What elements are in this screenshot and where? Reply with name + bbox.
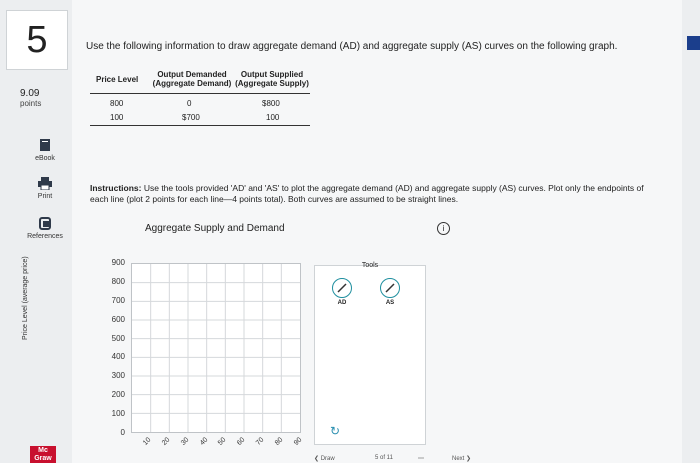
points-value: 9.09 bbox=[20, 88, 40, 99]
logo-text-bottom: Graw bbox=[34, 455, 52, 462]
ad-tool-label: AD bbox=[337, 300, 347, 306]
row2-output-demanded: $700 bbox=[182, 113, 200, 122]
book-icon bbox=[39, 138, 51, 152]
instructions-label: Instructions: bbox=[90, 183, 142, 193]
x-tick-label: 90 bbox=[293, 436, 304, 447]
header-output-demanded bbox=[152, 70, 232, 88]
y-tick-label: 100 bbox=[111, 409, 125, 419]
question-number: 5 bbox=[6, 10, 68, 70]
print-icon bbox=[38, 177, 52, 190]
draw-button[interactable]: ❮ Draw bbox=[314, 456, 335, 462]
header-output-supplied bbox=[232, 70, 312, 88]
header-output-demanded-title: Output Demanded bbox=[157, 70, 227, 79]
x-tick-label: 30 bbox=[179, 436, 191, 447]
y-tick-label: 900 bbox=[111, 258, 125, 267]
graph-grid bbox=[132, 264, 300, 432]
y-tick-label: 0 bbox=[120, 428, 125, 437]
x-tick-label: 50 bbox=[217, 436, 228, 447]
points-label: points bbox=[20, 99, 42, 108]
header-output-supplied-sub: (Aggregate Supply) bbox=[235, 79, 309, 88]
instructions bbox=[90, 183, 650, 205]
instructions-text: Use the tools provided 'AD' and 'AS' to plot the aggregate demand (AD) and aggregate supply (AS) curves. Plot only the endpoints of each line (plot 2 points for each line—4 points total). Both curves are assumed to be straight lines. bbox=[90, 183, 644, 204]
header-output-supplied-title: Output Supplied bbox=[240, 70, 304, 79]
ad-tool[interactable] bbox=[327, 278, 357, 306]
y-tick-label: 600 bbox=[111, 314, 125, 324]
next-label: Next bbox=[452, 456, 465, 462]
graph-title: Aggregate Supply and Demand bbox=[145, 223, 285, 234]
y-axis-label: Price Level (average price) bbox=[22, 256, 29, 340]
draw-label: Draw bbox=[320, 456, 335, 462]
table-bottom-rule bbox=[90, 125, 310, 126]
header-output-demanded-sub: (Aggregate Demand) bbox=[152, 79, 232, 88]
tools-title: Tools bbox=[361, 262, 379, 269]
as-line-tool-icon bbox=[380, 278, 400, 298]
x-tick-label: 40 bbox=[198, 436, 210, 447]
ebook-button[interactable] bbox=[20, 138, 70, 162]
info-icon[interactable]: i bbox=[437, 222, 450, 235]
reset-icon[interactable]: ↻ bbox=[330, 424, 341, 438]
references-button[interactable] bbox=[20, 217, 70, 240]
references-icon bbox=[39, 217, 51, 230]
grid-view-icon[interactable]: ⋯ bbox=[418, 456, 424, 462]
page-indicator: 5 of 11 bbox=[375, 455, 393, 461]
x-tick-label: 60 bbox=[236, 436, 247, 447]
y-tick-label: 700 bbox=[111, 295, 125, 305]
print-label: Print bbox=[37, 193, 53, 200]
x-tick-label: 70 bbox=[255, 436, 266, 447]
row1-output-supplied: $800 bbox=[262, 99, 280, 108]
x-tick-label: 10 bbox=[141, 436, 153, 447]
x-tick-label: 80 bbox=[274, 436, 285, 447]
ad-line-tool-icon bbox=[332, 278, 352, 298]
next-button[interactable]: Next ❯ bbox=[452, 456, 472, 462]
logo-text-top: Mc bbox=[38, 447, 48, 454]
right-side-tab[interactable] bbox=[687, 36, 700, 50]
row2-output-supplied: 100 bbox=[266, 113, 280, 122]
row2-price-level: 100 bbox=[110, 113, 124, 122]
y-tick-label: 500 bbox=[111, 333, 125, 343]
question-prompt: Use the following information to draw aggregate demand (AD) and aggregate supply (AS) curves on the following graph. bbox=[86, 41, 618, 52]
print-button[interactable] bbox=[20, 177, 70, 200]
table-header-rule bbox=[90, 93, 310, 94]
y-tick-label: 300 bbox=[111, 371, 125, 381]
y-tick-label: 800 bbox=[111, 276, 125, 286]
ebook-label: eBook bbox=[35, 155, 55, 162]
graph-plot-area[interactable] bbox=[131, 263, 301, 433]
header-price-level: Price Level bbox=[96, 75, 139, 84]
tools-panel bbox=[314, 262, 426, 445]
as-tool[interactable] bbox=[375, 278, 405, 306]
y-tick-label: 200 bbox=[111, 390, 125, 400]
as-tool-label: AS bbox=[385, 300, 395, 306]
row1-output-demanded: 0 bbox=[187, 99, 192, 108]
x-tick-label: 20 bbox=[160, 436, 172, 447]
mcgraw-hill-logo bbox=[30, 446, 56, 463]
references-label: References bbox=[27, 233, 63, 240]
y-tick-label: 400 bbox=[111, 352, 125, 362]
row1-price-level: 800 bbox=[110, 99, 124, 108]
